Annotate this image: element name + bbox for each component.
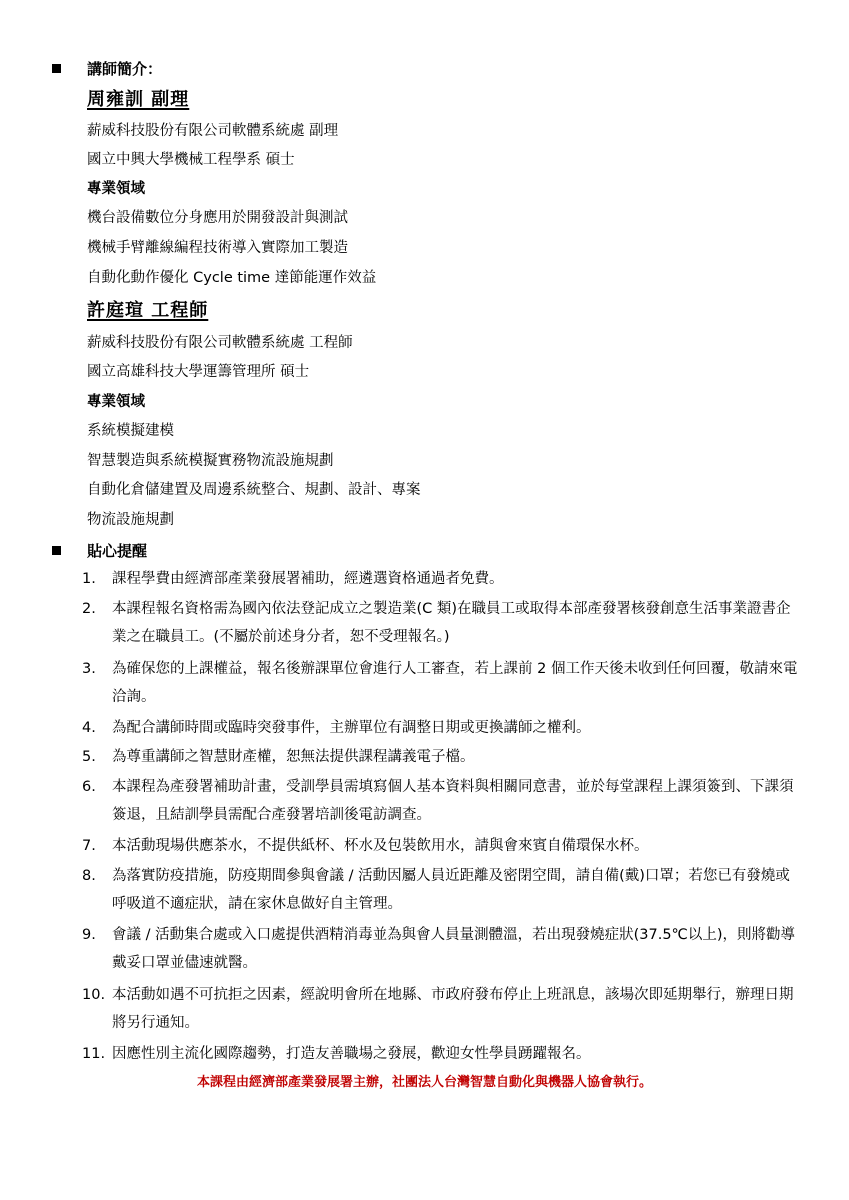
reminder-text: 為尊重講師之智慧財產權，恕無法提供課程講義電子檔。 xyxy=(112,749,475,765)
reminder-number: 2. xyxy=(82,601,96,617)
instructor-education: 國立中興大學機械工程學系 碩士 xyxy=(87,152,295,168)
expertise-item: 機台設備數位分身應用於開發設計與測試 xyxy=(87,210,348,226)
reminder-text: 本活動如遇不可抗拒之因素，經說明會所在地縣、市政府發布停止上班訊息，該場次即延期舉行，辦理日期將另行通知。 xyxy=(112,987,794,1031)
reminder-number: 5. xyxy=(82,749,96,765)
reminder-text: 為確保您的上課權益，報名後辦課單位會進行人工審查，若上課前 2 個工作天後未收到任何回覆，敬請來電洽詢。 xyxy=(112,661,798,705)
instructor-education: 國立高雄科技大學運籌管理所 碩士 xyxy=(87,364,310,380)
expertise-item: 自動化動作優化 Cycle time 達節能運作效益 xyxy=(87,270,377,286)
reminder-text: 課程學費由經濟部產業發展署補助，經遴選資格通過者免費。 xyxy=(112,571,504,587)
expertise-item: 智慧製造與系統模擬實務物流設施規劃 xyxy=(87,453,334,469)
expertise-label: 專業領域 xyxy=(87,394,145,410)
expertise-item: 自動化倉儲建置及周邊系統整合、規劃、設計、專案 xyxy=(87,482,421,498)
reminder-text: 本活動現場供應茶水，不提供紙杯、杯水及包裝飲用水，請與會來賓自備環保水杯。 xyxy=(112,838,649,854)
expertise-item: 系統模擬建模 xyxy=(87,423,174,439)
instructor-heading-text: 講師簡介： xyxy=(87,59,163,78)
reminder-number: 4. xyxy=(82,720,96,736)
instructor-affiliation: 薪威科技股份有限公司軟體系統處 工程師 xyxy=(87,335,353,351)
reminders-section-heading xyxy=(52,540,147,560)
expertise-item: 物流設施規劃 xyxy=(87,512,174,528)
reminder-text: 會議 / 活動集合處或入口處提供酒精消毒並為與會人員量測體溫，若出現發燒症狀(37.5℃以上)，則將勸導戴妥口罩並儘速就醫。 xyxy=(112,927,795,971)
reminder-text: 為落實防疫措施，防疫期間參與會議 / 活動因屬人員近距離及密閉空間，請自備(戴)口罩；若您已有發燒或呼吸道不適症狀，請在家休息做好自主管理。 xyxy=(112,868,790,912)
organizer-footer-note: 本課程由經濟部產業發展署主辦，社團法人台灣智慧自動化與機器人協會執行。 xyxy=(196,1075,652,1090)
reminder-text: 本課程報名資格需為國內依法登記成立之製造業(C 類)在職員工或取得本部產發署核發創意生活事業證書企業之在職員工。(不屬於前述身分者，恕不受理報名。) xyxy=(112,601,791,645)
expertise-label: 專業領域 xyxy=(87,181,145,197)
reminder-number: 9. xyxy=(82,927,96,943)
reminder-text: 為配合講師時間或臨時突發事件，主辦單位有調整日期或更換講師之權利。 xyxy=(112,720,591,736)
instructor-name: 周雍訓 副理 xyxy=(87,89,190,110)
instructor-name: 許庭瑄 工程師 xyxy=(87,300,209,321)
reminder-text: 本課程為產發署補助計畫，受訓學員需填寫個人基本資料與相關同意書，並於每堂課程上課須簽到、下課須簽退，且結訓學員需配合產發署培訓後電訪調查。 xyxy=(112,779,794,823)
instructor-affiliation: 薪威科技股份有限公司軟體系統處 副理 xyxy=(87,123,339,139)
reminder-number: 3. xyxy=(82,661,96,677)
expertise-item: 機械手臂離線編程技術導入實際加工製造 xyxy=(87,240,348,256)
square-bullet-icon xyxy=(52,546,61,555)
instructor-section-heading xyxy=(52,58,162,78)
reminder-number: 7. xyxy=(82,838,96,854)
reminder-number: 1. xyxy=(82,571,96,587)
reminders-heading-text: 貼心提醒 xyxy=(87,541,148,560)
reminder-number: 6. xyxy=(82,779,96,795)
reminder-number: 11. xyxy=(82,1046,106,1062)
reminder-number: 8. xyxy=(82,868,96,884)
reminder-number: 10. xyxy=(82,987,106,1003)
square-bullet-icon xyxy=(52,64,61,73)
reminder-text: 因應性別主流化國際趨勢，打造友善職場之發展，歡迎女性學員踴躍報名。 xyxy=(112,1046,591,1062)
